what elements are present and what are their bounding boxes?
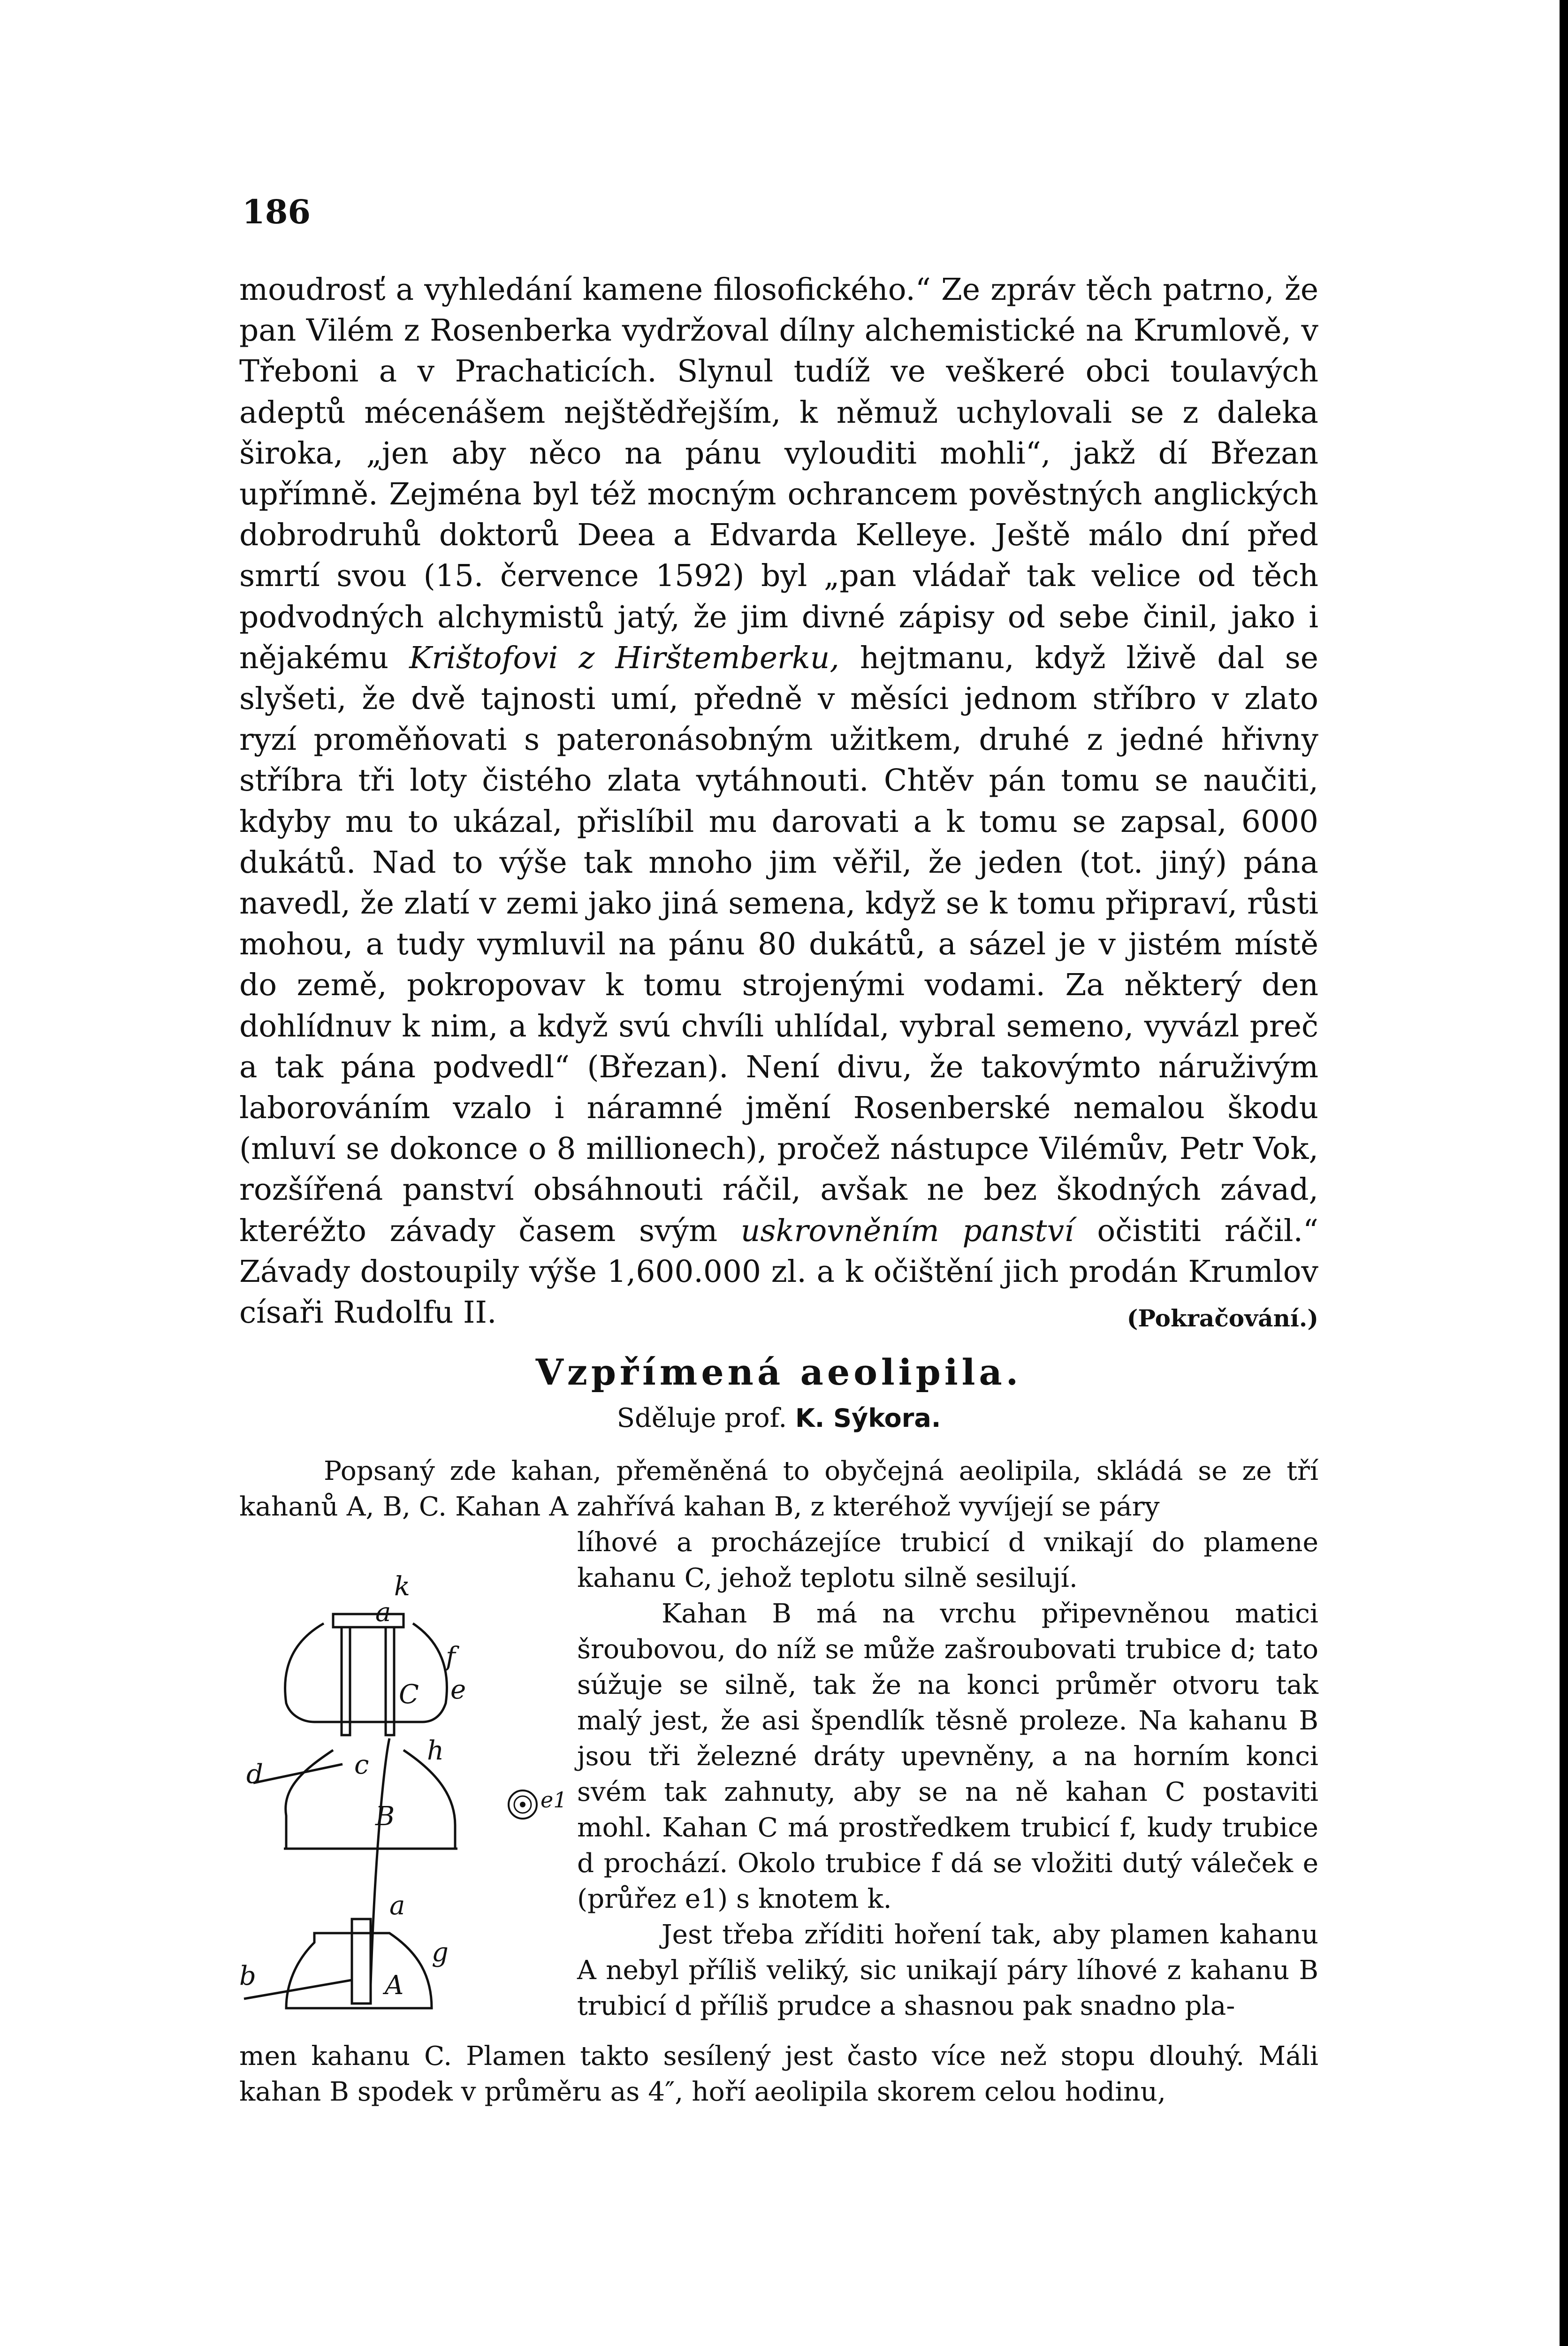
figure-tube-left: [342, 1627, 350, 1735]
section-label-e1: e1: [540, 1787, 567, 1813]
figure-label-f: f: [446, 1642, 456, 1672]
figure-burner-c: [285, 1623, 447, 1722]
section-diagram-e1: [507, 1783, 567, 1825]
figure-top-cap: [333, 1614, 403, 1627]
figure-label-d: d: [246, 1759, 263, 1790]
byline-author: K. Sýkora.: [795, 1403, 941, 1433]
continued-note: (Pokračování.): [1127, 1304, 1318, 1333]
figure-label-A: A: [385, 1970, 404, 2001]
article1-paragraph: [239, 269, 1318, 1333]
figure-label-h: h: [427, 1736, 444, 1766]
figure-label-C: C: [399, 1679, 419, 1710]
article1-italic-phrase: uskrovněním panství: [740, 1213, 1074, 1249]
article2-title: Vzpřímená aeolipila.: [535, 1351, 1022, 1393]
figure-wick-a: [352, 1919, 371, 2003]
aeolipile-figure: [235, 1562, 479, 2032]
figure-label-a-top: a: [375, 1597, 391, 1628]
figure-pointer-b: [244, 1980, 352, 1999]
byline-prefix: Sděluje prof.: [617, 1403, 787, 1433]
article2-intro-text: Popsaný zde kahan, přeměněná to obyčejná aeolipila, skládá se ze tří kahanů A, B, C. Kahan A zahřívá kahan B, z kteréhož vyvíjejí se páry: [239, 1456, 1318, 1522]
figure-tube-right: [386, 1627, 394, 1735]
article1-text-c: očistiti ráčil.“ Závady dostoupily výše 1,600.000 zl. a k očištění jich prodán Krumlov císaři Rudolfu II.: [239, 1213, 1318, 1331]
page-number: 186: [242, 192, 311, 231]
article2-side-p1: líhové a procházejíce trubicí d vnikají do plamene kahanu C, jehož teplotu silně sesilují.: [577, 1527, 1318, 1593]
figure-label-a-bottom: a: [389, 1890, 405, 1921]
article2-last-text: men kahanu C. Plamen takto sesílený jest často více než stopu dlouhý. Máli kahan B spodek v průměru as 4″, hoří aeolipila skorem celou hodinu,: [239, 2041, 1318, 2107]
figure-label-b: b: [239, 1961, 256, 1991]
figure-label-g: g: [432, 1937, 449, 1968]
figure-label-c: c: [354, 1750, 369, 1780]
article1-body: [239, 269, 1318, 1339]
figure-burner-a: [286, 1933, 432, 2008]
article2-side-p2: Kahan B má na vrchu připevněnou matici šroubovou, do níž se může zašroubovati trubice d; tato súžuje se silně, tak že na konci průměr otvoru tak malý jest, že asi špendlík těsně proleze. Na kahanu B jsou tři železné dráty upevněny, a na horním konci svém tak zahnuty, aby se na ně kahan C postaviti mohl. Kahan C má prostředkem trubicí f, kudy trubice d prochází. Okolo trubice f dá se vložiti dutý váleček e (průřez e1) s knotem k.: [577, 1599, 1318, 1914]
scan-edge-right: [1560, 0, 1568, 2346]
article1-text-b: hejtmanu, když lživě dal se slyšeti, že dvě tajnosti umí, předně v měsíci jednom stříbro v zlato ryzí proměňovati s pateronásobným užitkem, druhé z jedné hřivny stříbra tři loty čistého zlata vytáhnouti. Chtěv pán tomu se naučiti, kdyby mu to ukázal, přislíbil mu darovati a k tomu se zapsal, 6000 dukátů. Nad to výše tak mnoho jim věřil, že jeden (tot. jiný) pána navedl, že zlatí v zemi jako jiná semena, když se k tomu připraví, růsti mohou, a tudy vymluvil na pánu 80 dukátů, a sázel je v jistém místě do země, pokropovav k tomu strojenými vodami. Za některý den dohlídnuv k nim, a když svú chvíli uhlídal, vybral semeno, vyvázl preč a tak pána podvedl“ (Březan). Není divu, že takovýmto náruživým laborováním vzalo i náramné jmění Rosenberské nemalou škodu (mluví se dokonce o 8 millionech), pročež nástupce Vilémův, Petr Vok, rozšířená panství obsáhnouti ráčil, avšak ne bez škodných závad, kteréžto závady časem svým: [239, 640, 1318, 1249]
figure-label-k: k: [394, 1571, 410, 1602]
article2-side-p3: Jest třeba zříditi hoření tak, aby plamen kahanu A nebyl příliš veliký, sic unikají páry líhové z kahanu B trubicí d příliš prudce a shasnou pak snadno pla-: [577, 1919, 1318, 2021]
figure-label-e: e: [450, 1675, 466, 1705]
article2-byline: [239, 1403, 1318, 1433]
article1-text-a: moudrosť a vyhledání kamene filosofického.“ Ze zpráv těch patrno, že pan Vilém z Rosenberka vydržoval dílny alchemistické na Krumlově, v Třeboni a v Prachaticích. Slynul tudíž ve veškeré obci toulavých adeptů mécenášem nejštědřejším, k němuž uchylovali se z daleka široka, „jen aby něco na pánu vylouditi mohli“, jakž dí Březan upřímně. Zejména byl též mocným ochrancem pověstných anglických dobrodruhů doktorů Deea a Edvarda Kelleye. Ještě málo dní před smrtí svou (15. července 1592) byl „pan vládař tak velice od těch podvodných alchymistů jatý, že jim divné zápisy od sebe činil, jako i nějakému: [239, 272, 1318, 676]
figure-label-B: B: [375, 1801, 395, 1832]
figure-wire: [371, 1738, 389, 1985]
article2-intro: [239, 1454, 1318, 1525]
article2-side-column: [577, 1525, 1318, 2024]
article2-last-lines: [239, 2039, 1318, 2110]
article1-italic-name: Krištofovi z Hirštemberku,: [409, 640, 839, 676]
